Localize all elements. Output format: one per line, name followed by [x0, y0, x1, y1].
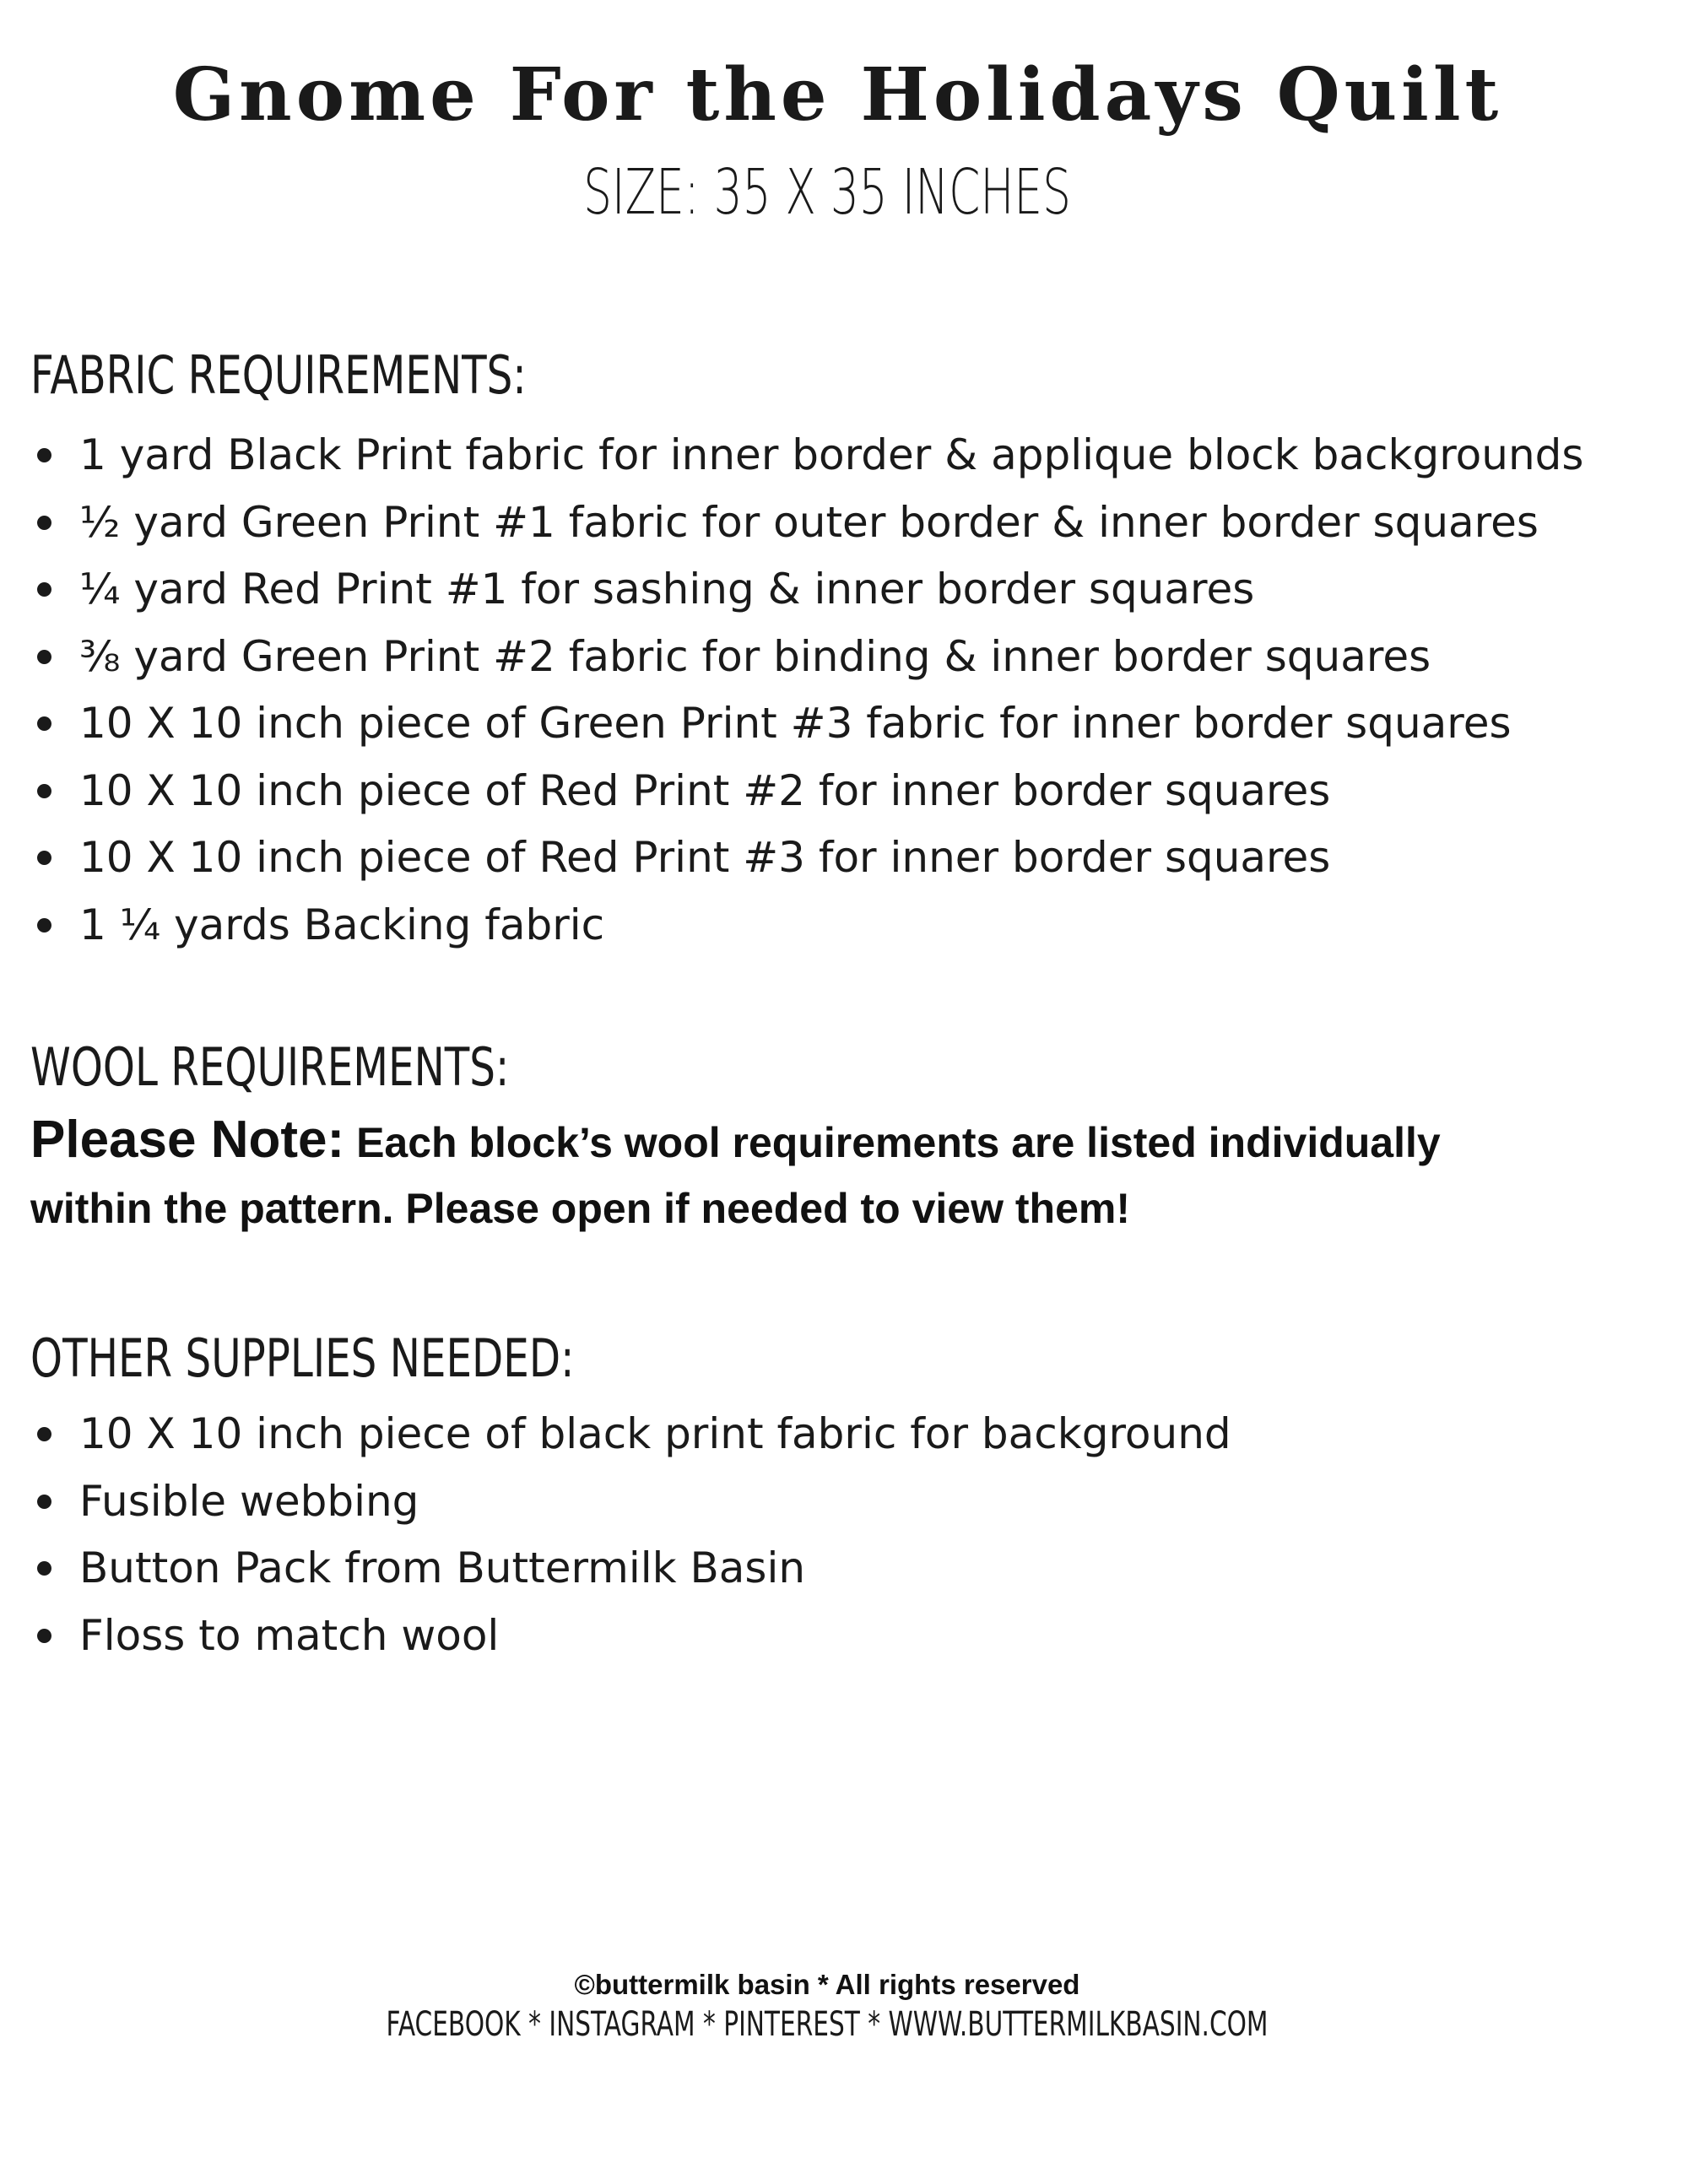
list-item-text: 1 yard Black Print fabric for inner border & applique block backgrounds [79, 430, 1584, 479]
list-item-text: Fusible webbing [79, 1476, 419, 1526]
note-label: Please Note: [30, 1111, 345, 1169]
wool-note [30, 1107, 1634, 1241]
list-item-text: ¼ yard Red Print #1 for sashing & inner border squares [79, 565, 1255, 614]
list-item [30, 1401, 1231, 1468]
bullet-icon [37, 918, 51, 933]
note-text-1: Each block’s wool requirements are listed individually [356, 1119, 1441, 1166]
bullet-icon [37, 582, 51, 597]
bullet-icon [37, 851, 51, 865]
bullet-icon [37, 716, 51, 731]
fabric-requirements-heading: FABRIC REQUIREMENTS: [30, 344, 527, 406]
note-text-2: within the pattern. Please open if needed to view them! [30, 1185, 1130, 1232]
list-item [30, 1535, 1231, 1603]
list-item-text: 10 X 10 inch piece of Red Print #2 for inner border squares [79, 765, 1331, 815]
list-item-text: 10 X 10 inch piece of black print fabric for background [79, 1409, 1231, 1458]
list-item-text: 10 X 10 inch piece of Green Print #3 fabric for inner border squares [79, 699, 1512, 748]
wool-requirements-heading: WOOL REQUIREMENTS: [30, 1036, 510, 1098]
bullet-icon [37, 448, 51, 462]
list-item-text: 10 X 10 inch piece of Red Print #3 for inner border squares [79, 833, 1331, 882]
other-supplies-heading: OTHER SUPPLIES NEEDED: [30, 1327, 575, 1389]
list-item [30, 624, 1583, 691]
other-supplies-list [30, 1401, 1231, 1669]
list-item-text: Floss to match wool [79, 1610, 500, 1660]
page-title: Gnome For the Holidays Quilt [172, 52, 1503, 138]
bullet-icon [37, 650, 51, 664]
list-item [30, 892, 1583, 960]
bullet-icon [37, 1561, 51, 1576]
list-item [30, 489, 1583, 557]
bullet-icon [37, 516, 51, 530]
list-item [30, 422, 1583, 489]
list-item-text: Button Pack from Buttermilk Basin [79, 1543, 806, 1592]
list-item-text: ½ yard Green Print #1 fabric for outer border & inner border squares [79, 497, 1539, 547]
list-item [30, 1468, 1231, 1536]
bullet-icon [37, 1495, 51, 1509]
list-item [30, 824, 1583, 892]
list-item [30, 690, 1583, 758]
list-item [30, 758, 1583, 825]
bullet-icon [37, 1629, 51, 1643]
list-item-text: 1 ¼ yards Backing fabric [79, 900, 605, 949]
quilt-size: SIZE: 35 X 35 INCHES [583, 156, 1071, 229]
wool-note-line-1 [30, 1107, 1634, 1176]
list-item [30, 556, 1583, 624]
list-item [30, 1603, 1231, 1670]
social-links: FACEBOOK * INSTAGRAM * PINTEREST * WWW.BUTTERMILKBASIN.COM [386, 2005, 1269, 2044]
list-item-text: ⅜ yard Green Print #2 fabric for binding & inner border squares [79, 631, 1431, 681]
bullet-icon [37, 784, 51, 798]
bullet-icon [37, 1427, 51, 1441]
fabric-requirements-list [30, 422, 1583, 959]
copyright-notice: ©buttermilk basin * All rights reserved [574, 1969, 1080, 2000]
